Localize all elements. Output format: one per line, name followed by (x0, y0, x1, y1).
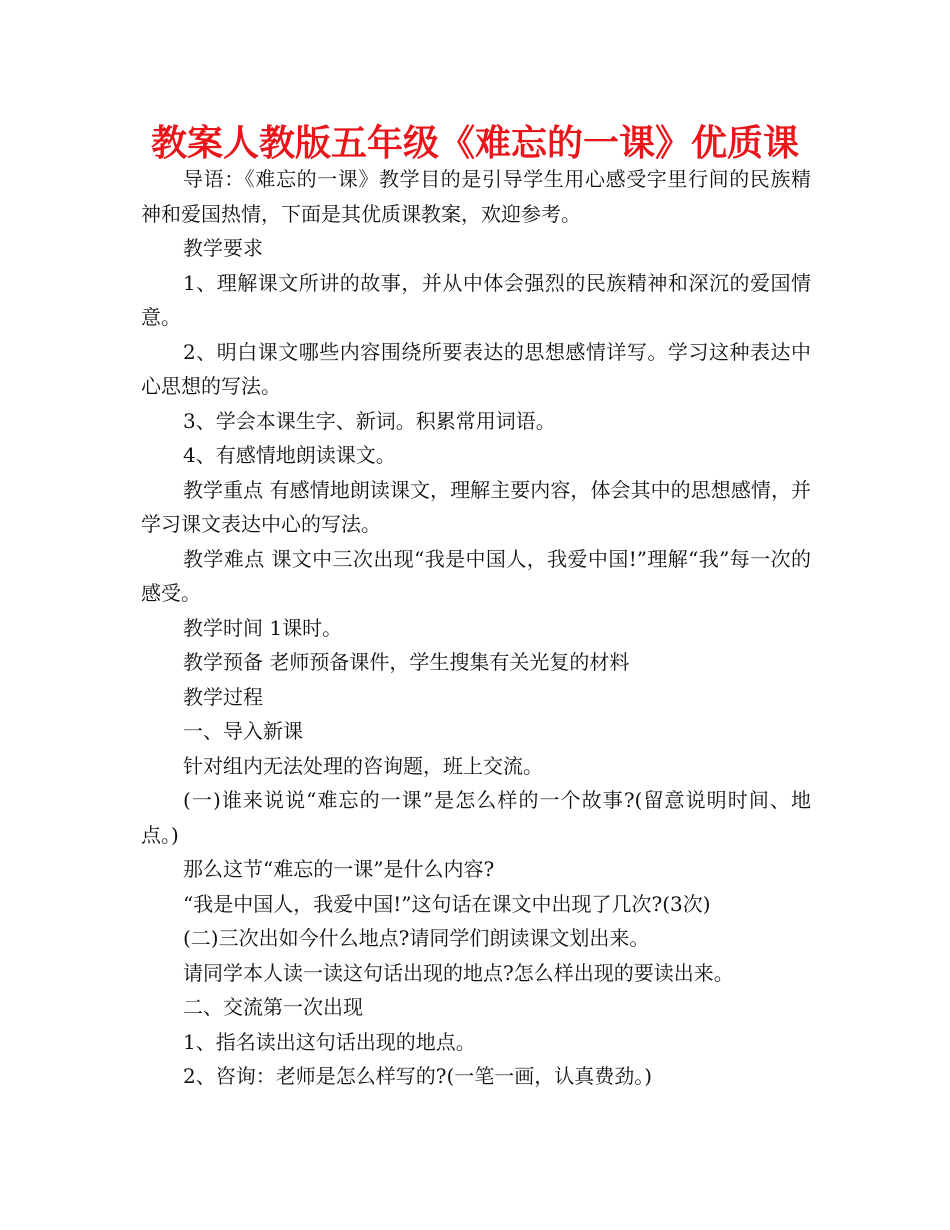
process-paragraph: 那么这节“难忘的一课”是什么内容? (183, 857, 495, 881)
document-body (141, 162, 811, 1094)
process-paragraph: (二)三次出如今什么地点?请同学们朗读课文划出来。 (183, 926, 650, 950)
teaching-focus-paragraph: 教学重点 有感情地朗读课文，理解主要内容，体会其中的思想感情，并学习课文表达中心的写法。 (141, 477, 811, 536)
intro-paragraph: 导语：《难忘的一课》教学目的是引导学生用心感受字里行间的民族精神和爱国热情，下面是其优质课教案，欢迎参考。 (141, 167, 811, 226)
process-paragraph: 请同学本人读一读这句话出现的地点?怎么样出现的要读出来。 (183, 960, 734, 985)
teaching-time-paragraph: 教学时间 1课时。 (183, 615, 343, 640)
requirement-item-3: 3、学会本课生字、新词。积累常用词语。 (183, 408, 556, 433)
teaching-preparation-paragraph: 教学预备 老师预备课件，学生搜集有关光复的材料 (183, 650, 630, 674)
teaching-difficulty-paragraph: 教学难点 课文中三次出现“我是中国人，我爱中国!”理解“我”每一次的感受。 (141, 546, 811, 605)
process-paragraph: “我是中国人，我爱中国!”这句话在课文中出现了几次?(3次) (183, 891, 711, 916)
process-paragraph: 2、咨询：老师是怎么样写的?(一笔一画，认真费劲。) (183, 1064, 653, 1088)
process-paragraph: 1、指名读出这句话出现的地点。 (183, 1029, 476, 1054)
process-step-2-heading: 二、交流第一次出现 (183, 995, 363, 1019)
document-title: 教案人教版五年级《难忘的一课》优质课 (150, 123, 799, 164)
process-paragraph: 针对组内无法处理的咨询题，班上交流。 (183, 753, 543, 778)
requirement-item-4: 4、有感情地朗读课文。 (183, 443, 396, 467)
process-paragraph: (一)谁来说说“难忘的一课”是怎么样的一个故事?(留意说明时间、地点。) (141, 788, 811, 847)
section-heading-requirements: 教学要求 (183, 236, 263, 260)
section-heading-process: 教学过程 (183, 684, 263, 709)
process-step-1-heading: 一、导入新课 (183, 719, 303, 743)
requirement-item-1: 1、理解课文所讲的故事，并从中体会强烈的民族精神和深沉的爱国情意。 (141, 270, 811, 329)
requirement-item-2: 2、明白课文哪些内容围绕所要表达的思想感情详写。学习这种表达中心思想的写法。 (141, 339, 811, 398)
